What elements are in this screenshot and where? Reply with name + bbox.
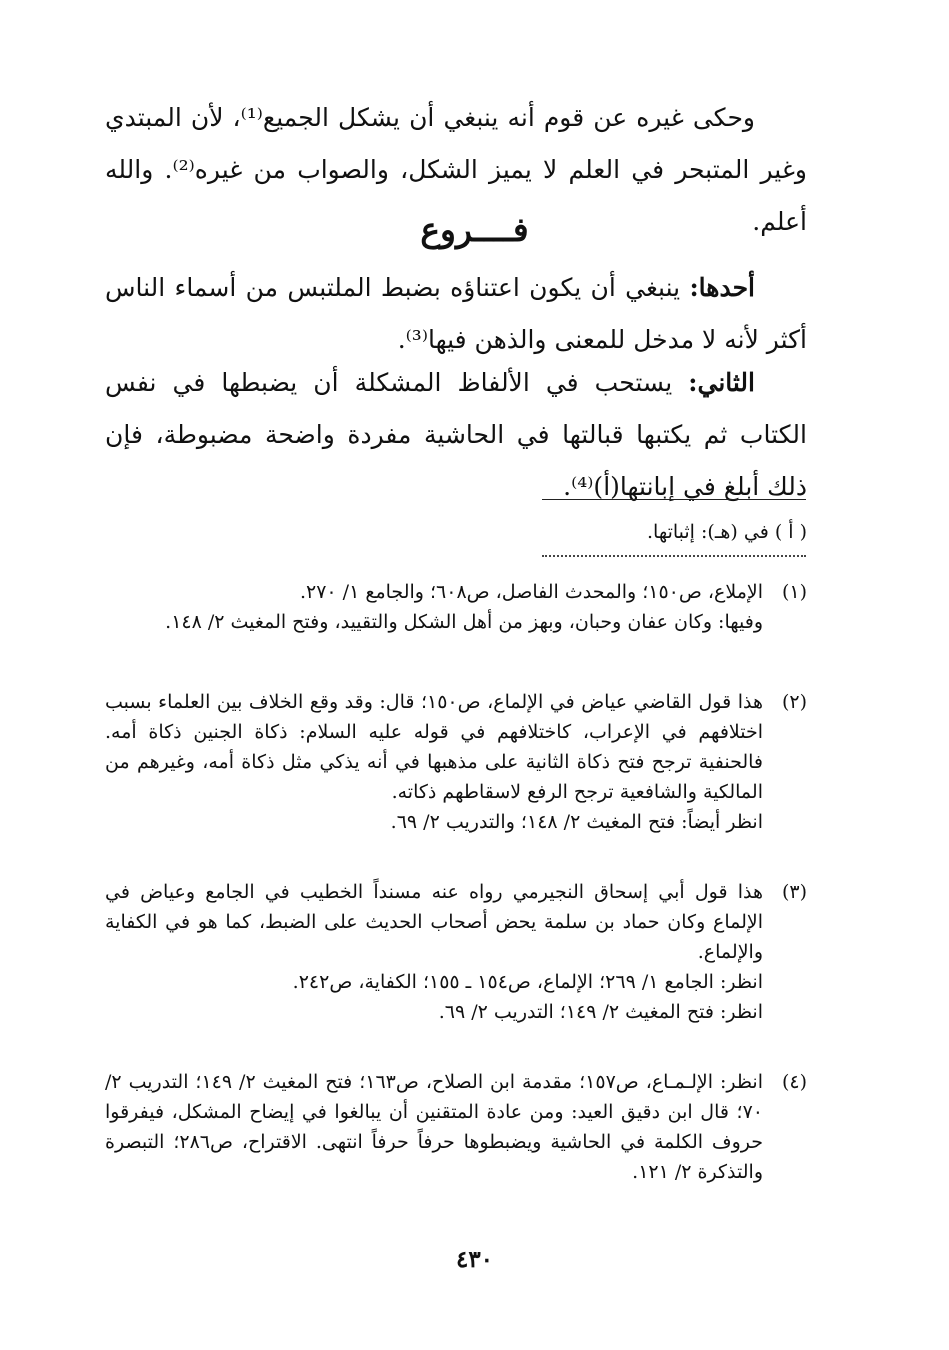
paragraph-first-branch [105,262,807,366]
footnote-line: انظر أيضاً: فتح المغيث ٢/ ١٤٨؛ والتدريب ٢/ ٦٩. [390,811,763,833]
dotted-separator [542,555,806,557]
footnote-3 [105,877,807,1027]
paragraph-second-branch [105,357,807,513]
first-branch-text: ينبغي أن يكون اعتناؤه بضبط الملتبس من أسماء الناس أكثر لأنه لا مدخل للمعنى والذهن فيها⁽³⁾. [105,273,807,354]
footnote-line: الإملاع، ص١٥٠؛ والمحدث الفاصل، ص٦٠٨؛ والجامع ١/ ٢٧٠. [299,581,763,603]
footnote-separator [542,499,806,500]
footnote-1 [105,577,807,637]
footnote-line: انظر: فتح المغيث ٢/ ١٤٩؛ التدريب ٢/ ٦٩. [438,1001,763,1023]
footnote-line: هذا قول أبي إسحاق النجيرمي رواه عنه مسنداً الخطيب في الجامع وعياض في الإلماع وكان حماد بن سلمة يحض أصحاب الحديث على الضبط، كما هو في الكفاية والإلماع. [105,881,763,963]
second-branch-text: يستحب في الألفاظ المشكلة أن يضبطها في نفس الكتاب ثم يكتبها قبالتها في الحاشية مفردة واضحة مضبوطة، فإن ذلك أبلغ في إبانتها(أ)⁽⁴⁾. [105,368,807,501]
footnote-line: وفيها: وكان عفان وحبان، وبهز من أهل الشكل والتقييد، وفتح المغيث ٢/ ١٤٨. [165,611,763,633]
footnote-number: (٢) [781,691,807,713]
variant-note: ( أ ) في (هـ): إثباتها. [647,521,807,543]
footnote-line: انظر: الإلـمـاع، ص١٥٧؛ مقدمة ابن الصلاح، ص١٦٣؛ فتح المغيث ٢/ ١٤٩؛ التدريب ٢/ ٧٠؛ قال ابن دقيق العيد: ومن عادة المتقنين أن يبالغوا في إيضاح المشكل، فيفرقوا حروف الكلمة في الحاشية ويضبطوها حرفاً حرفاً انتهى. الاقتراح، ص٢٨٦؛ التبصرة والتذكرة ٢/ ١٢١. [105,1071,764,1183]
second-branch-label: الثاني: [688,368,755,397]
footnote-2 [105,687,807,837]
section-heading: فــــروع [420,210,529,249]
footnote-line: هذا قول القاضي عياض في الإلماع، ص١٥٠؛ قال: وقد وقع الخلاف بين العلماء بسبب اختلافهم في الإعراب، كاختلافهم في قوله عليه السلام: ذكاة الجنين ذكاة أمه. فالحنفية ترجح فتح ذكاة الثانية على مذهبها في أنه يذكي مثل ذكاة أمه، وغيرهم من المالكية والشافعية ترجح الرفع لاسقاطهم ذكاته. [105,691,763,803]
footnote-number: (٤) [781,1071,807,1093]
footnote-number: (١) [781,581,807,603]
first-branch-label: أحدها: [689,273,755,302]
footnote-number: (٣) [781,881,807,903]
footnote-line: انظر: الجامع ١/ ٢٦٩؛ الإلماع، ص١٥٤ ـ ١٥٥؛ الكفاية، ص٢٤٢. [292,971,763,993]
paragraph-intro-text: وحكى غيره عن قوم أنه ينبغي أن يشكل الجميع⁽¹⁾، لأن المبتدي وغير المتبحر في العلم لا يميز الشكل، والصواب من غيره⁽²⁾. والله أعلم. [105,103,807,236]
page-number: ٤٣٠ [455,1246,494,1273]
footnote-4 [105,1067,807,1187]
